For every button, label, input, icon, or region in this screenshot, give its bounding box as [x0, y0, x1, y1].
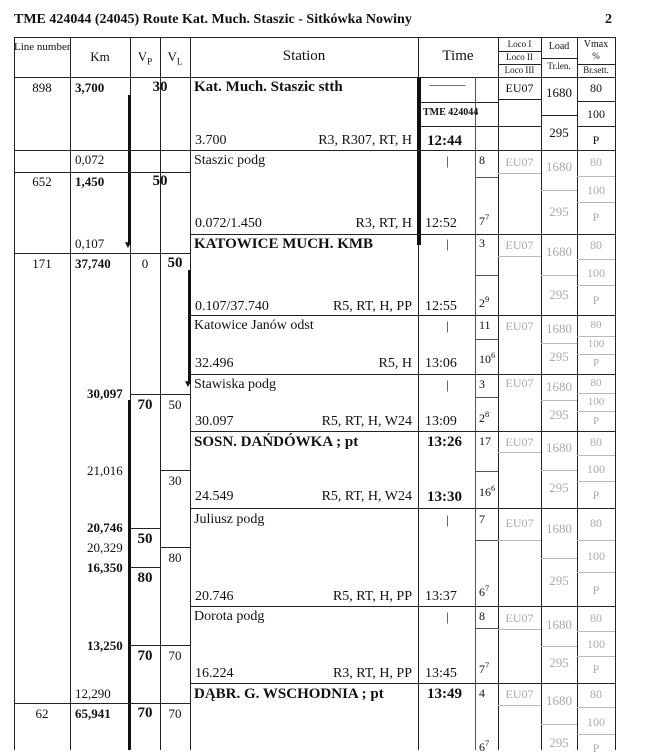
speed-bar-vl: [188, 270, 191, 384]
col-header-loco1: Loco I: [507, 39, 532, 49]
col-header-loco2: Loco II: [506, 52, 533, 62]
station-name: Kat. Much. Staszic stth: [194, 79, 343, 95]
station-name: SOSN. DAŃDÓWKA ; pt: [194, 434, 359, 450]
table-top-border: [14, 37, 615, 38]
table-left-border: [14, 37, 15, 750]
col-header-trlen: Tr.len.: [547, 61, 571, 71]
col-header-km: Km: [90, 49, 110, 64]
station-name: KATOWICE MUCH. KMB: [194, 236, 374, 252]
col-header-time: Time: [442, 48, 474, 64]
station-name: Stawiska podg: [194, 377, 277, 392]
col-divider: [541, 37, 542, 750]
station-name: DĄBR. G. WSCHODNIA ; pt: [194, 686, 384, 702]
col-header-brsett: Br.sett.: [583, 65, 609, 75]
col-divider: [70, 37, 71, 750]
page-number: 2: [605, 12, 612, 27]
arrow-down-icon: ▼: [183, 379, 193, 390]
speed-bar-vp: [128, 95, 131, 245]
station-name: Staszic podg: [194, 153, 266, 168]
col-header-pct: %: [592, 51, 600, 61]
col-divider: [498, 37, 499, 750]
col-header-vmax: Vmax: [583, 39, 609, 50]
station-name: Juliusz podg: [194, 512, 265, 527]
col-header-vp: $V_P$: [137, 49, 153, 67]
station-name: Katowice Janów odst: [194, 318, 314, 333]
col-header-vl: $V_L$: [167, 49, 183, 67]
table-right-border: [615, 37, 616, 750]
col-header-line: Line number: [14, 41, 71, 53]
table-header-border: [14, 77, 615, 78]
arrow-down-icon: ▼: [123, 240, 133, 251]
train-number: TME 424044: [423, 107, 479, 118]
col-header-load: Load: [548, 41, 570, 52]
col-header-loco3: Loco III: [504, 65, 535, 75]
col-divider: [190, 37, 191, 750]
col-header-station: Station: [282, 48, 326, 64]
station-name: Dorota podg: [194, 609, 265, 624]
document-title: TME 424044 (24045) Route Kat. Much. Staszic - Sitkówka Nowiny: [14, 12, 412, 27]
